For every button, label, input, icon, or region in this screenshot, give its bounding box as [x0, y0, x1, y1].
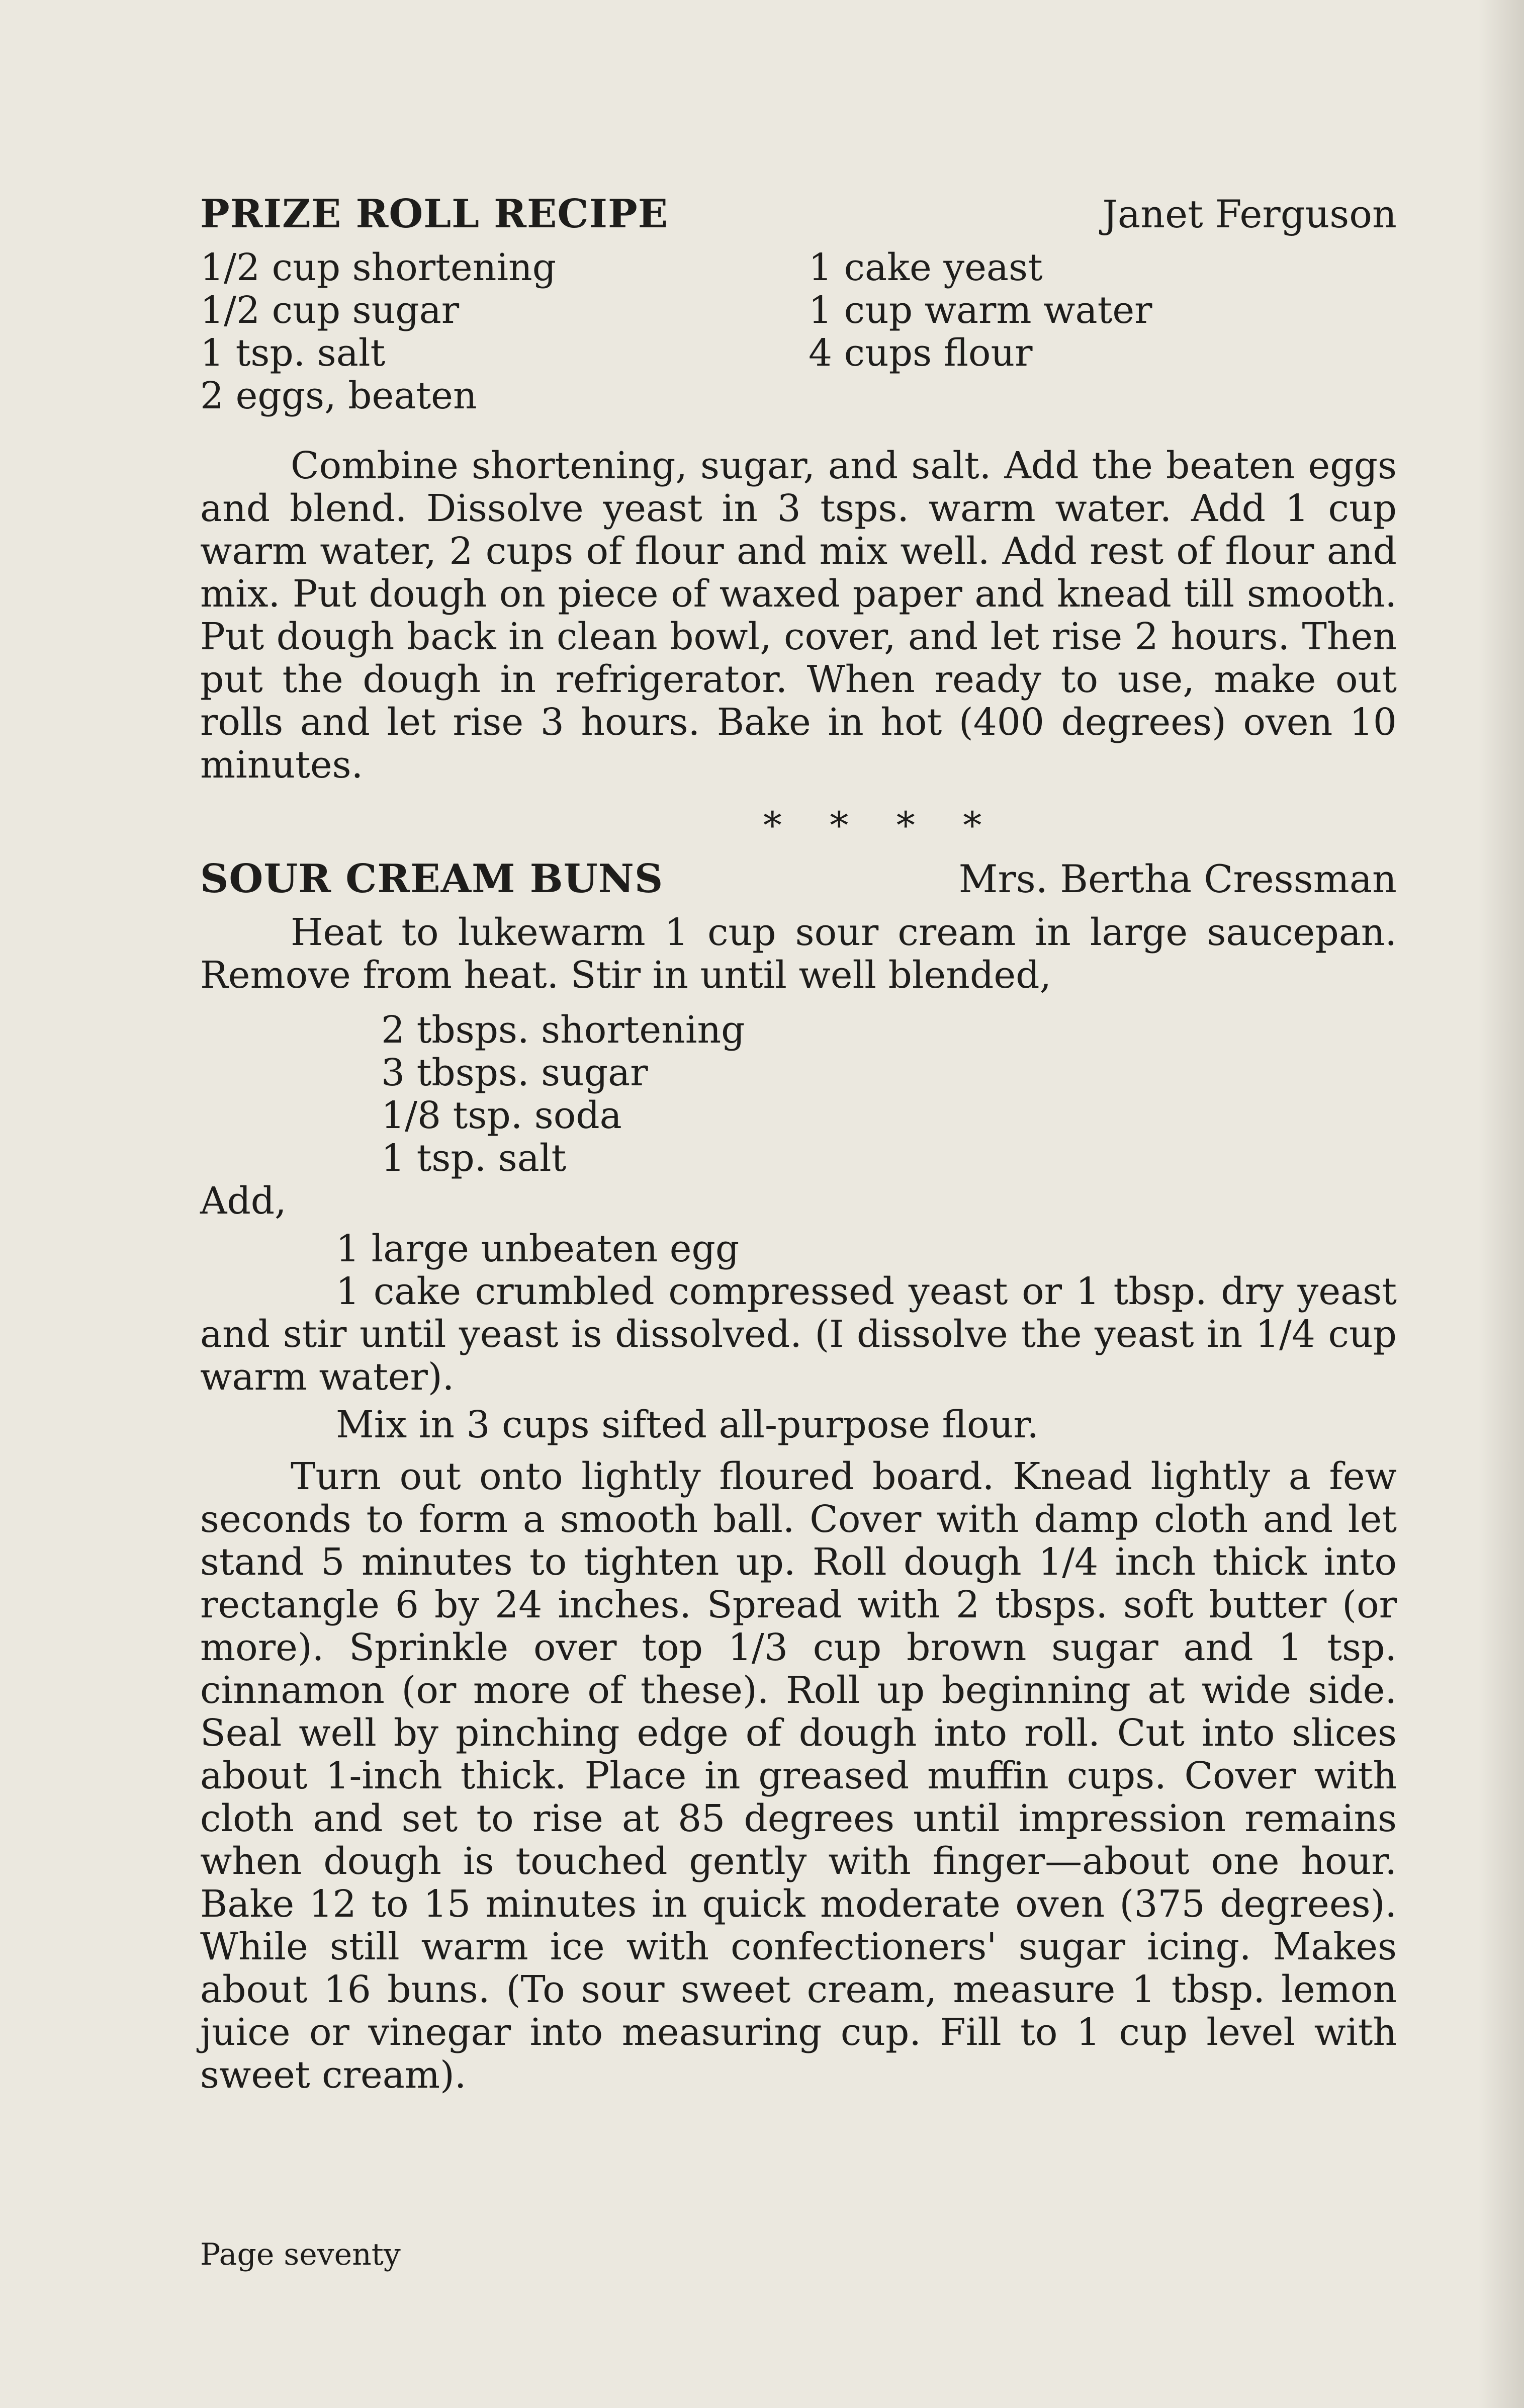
- page-number: Page seventy: [200, 2237, 401, 2272]
- recipe-title: SOUR CREAM BUNS: [200, 856, 664, 902]
- ingredient-item: 1/8 tsp. soda: [381, 1094, 622, 1137]
- ingredient-item: 2 eggs, beaten: [200, 374, 477, 417]
- recipe-heading-prize-roll: [200, 191, 1397, 241]
- stir-in-list: [381, 1009, 1397, 1180]
- ingredient-item: 3 tbsps. sugar: [381, 1051, 648, 1094]
- mix-in-line: Mix in 3 cups sifted all-purpose flour.: [336, 1403, 1039, 1446]
- section-separator: * * * *: [763, 804, 1000, 847]
- add-yeast-line: 1 cake crumbled compressed yeast or 1 tbsp. dry yeast and stir until yeast is dissolved. (I dissolve the yeast in 1/4 cup warm water).: [200, 1270, 1397, 1399]
- ingredient-list: [200, 246, 1397, 417]
- ingredient-column-left: [200, 246, 809, 417]
- ingredient-item: 1 cup warm water: [809, 289, 1152, 332]
- recipe-heading-sour-cream-buns: [200, 856, 1397, 906]
- recipe-author: Mrs. Bertha Cressman: [958, 856, 1397, 901]
- ingredient-column-right: [809, 246, 1362, 417]
- ingredient-item: 4 cups flour: [809, 331, 1033, 375]
- recipe-page: [200, 191, 1397, 2097]
- add-label: Add,: [200, 1179, 287, 1223]
- recipe-directions: Combine shortening, sugar, and salt. Add the beaten eggs and blend. Dissolve yeast in 3 tsps. warm water. Add 1 cup warm water, 2 cups of flour and mix well. Add rest of flour and mix. Put dough on piece of waxed paper and knead till smooth. Put dough back in clean bowl, cover, and let rise 2 hours. Then put the dough in refrigerator. When ready to use, make out rolls and let rise 3 hours. Bake in hot (400 degrees) oven 10 minutes.: [200, 444, 1397, 787]
- ingredient-item: 1/2 cup sugar: [200, 289, 460, 332]
- recipe-title: PRIZE ROLL RECIPE: [200, 191, 669, 237]
- ingredient-item: 1 tsp. salt: [200, 331, 386, 375]
- ingredient-item: 1/2 cup shortening: [200, 246, 557, 289]
- page-edge-shadow: [1479, 0, 1524, 2408]
- recipe-intro: Heat to lukewarm 1 cup sour cream in large saucepan. Remove from heat. Stir in until well blended,: [200, 911, 1397, 997]
- ingredient-item: 2 tbsps. shortening: [381, 1008, 745, 1052]
- recipe-directions: Turn out onto lightly floured board. Knead lightly a few seconds to form a smooth ball. Cover with damp cloth and let stand 5 minutes to tighten up. Roll dough 1/4 inch thick into rectangle 6 by 24 inches. Spread with 2 tbsps. soft butter (or more). Sprinkle over top 1/3 cup brown sugar and 1 tsp. cinnamon (or more of these). Roll up beginning at wide side. Seal well by pinching edge of dough into roll. Cut into slices about 1-inch thick. Place in greased muffin cups. Cover with cloth and set to rise at 85 degrees until impression remains when dough is touched gently with finger—about one hour. Bake 12 to 15 minutes in quick moderate oven (375 degrees). While still warm ice with confectioners' sugar icing. Makes about 16 buns. (To sour sweet cream, measure 1 tbsp. lemon juice or vinegar into measuring cup. Fill to 1 cup level with sweet cream).: [200, 1455, 1397, 2097]
- recipe-author: Janet Ferguson: [1102, 192, 1397, 236]
- ingredient-item: 1 cake yeast: [809, 246, 1043, 289]
- add-egg-line: 1 large unbeaten egg: [336, 1227, 740, 1270]
- ingredient-item: 1 tsp. salt: [381, 1137, 567, 1180]
